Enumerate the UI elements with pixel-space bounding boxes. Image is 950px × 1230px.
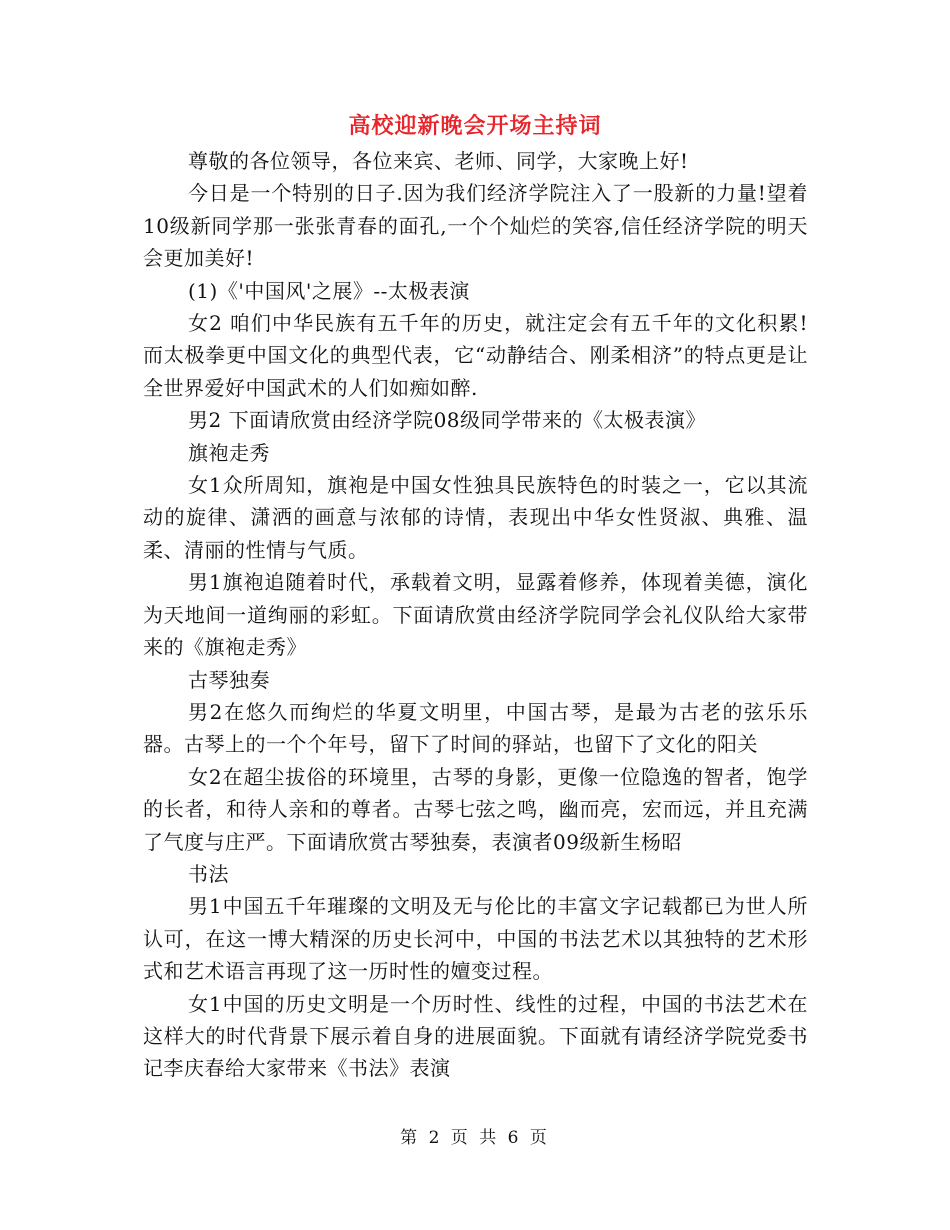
paragraph-greeting: 尊敬的各位领导，各位来宾、老师、同学，大家晚上好! [188,149,689,173]
document-body [143,145,808,1085]
paragraph-taiji-male2: 男2 下面请欣赏由经济学院08级同学带来的《太极表演》 [188,408,707,433]
section-heading-qipao: 旗袍走秀 [188,440,270,465]
paragraph-qipao-female1: 女1众所周知，旗袍是中国女性独具民族特色的时装之一，它以其流动的旋律、潇洒的画意与浓郁的诗情，表现出中华女性贤淑、典雅、温柔、清丽的性情与气质。 [143,473,808,562]
paragraph-calligraphy-female1: 女1中国的历史文明是一个历时性、线性的过程，中国的书法艺术在这样大的时代背景下展示着自身的进展面貌。下面就有请经济学院党委书记李庆春给大家带来《书法》表演 [143,991,808,1081]
section-heading-taiji: (1)《'中国风'之展》--太极表演 [188,278,470,303]
document-title: 高校迎新晚会开场主持词 [348,113,602,139]
paragraph-guqin-male2: 男2在悠久而绚烂的华夏文明里，中国古琴，是最为古老的弦乐乐器。古琴上的一个个年号，留下了时间的驿站，也留下了文化的阳关 [143,699,808,757]
paragraph-qipao-male1: 男1旗袍追随着时代，承载着文明，显露着修养，体现着美德，演化为天地间一道绚丽的彩虹。下面请欣赏由经济学院同学会礼仪队给大家带来的《旗袍走秀》 [143,570,808,660]
paragraph-taiji-female2: 女2 咱们中华民族有五千年的历史，就注定会有五千年的文化积累!而太极拳更中国文化的典型代表，它“动静结合、刚柔相济”的特点更是让全世界爱好中国武术的人们如痴如醉. [143,311,808,400]
page-footer: 第 2 页 共 6 页 [400,1128,550,1148]
section-heading-calligraphy: 书法 [188,861,229,886]
section-heading-guqin: 古琴独奏 [188,667,270,692]
paragraph-calligraphy-male1: 男1中国五千年璀璨的文明及无与伦比的丰富文字记载都已为世人所认可，在这一博大精深的历史长河中，中国的书法艺术以其独特的艺术形式和艺术语言再现了这一历时性的嬗变过程。 [143,894,808,984]
paragraph-guqin-female2: 女2在超尘拔俗的环境里，古琴的身影，更像一位隐逸的智者，饱学的长者，和待人亲和的尊者。古琴七弦之鸣，幽而亮，宏而远，并且充满了气度与庄严。下面请欣赏古琴独奏，表演者09级新生杨昭 [143,764,808,854]
paragraph-intro: 今日是一个特别的日子.因为我们经济学院注入了一股新的力量!望着10级新同学那一张张青春的面孔,一个个灿烂的笑容,信任经济学院的明天会更加美好! [143,181,808,271]
